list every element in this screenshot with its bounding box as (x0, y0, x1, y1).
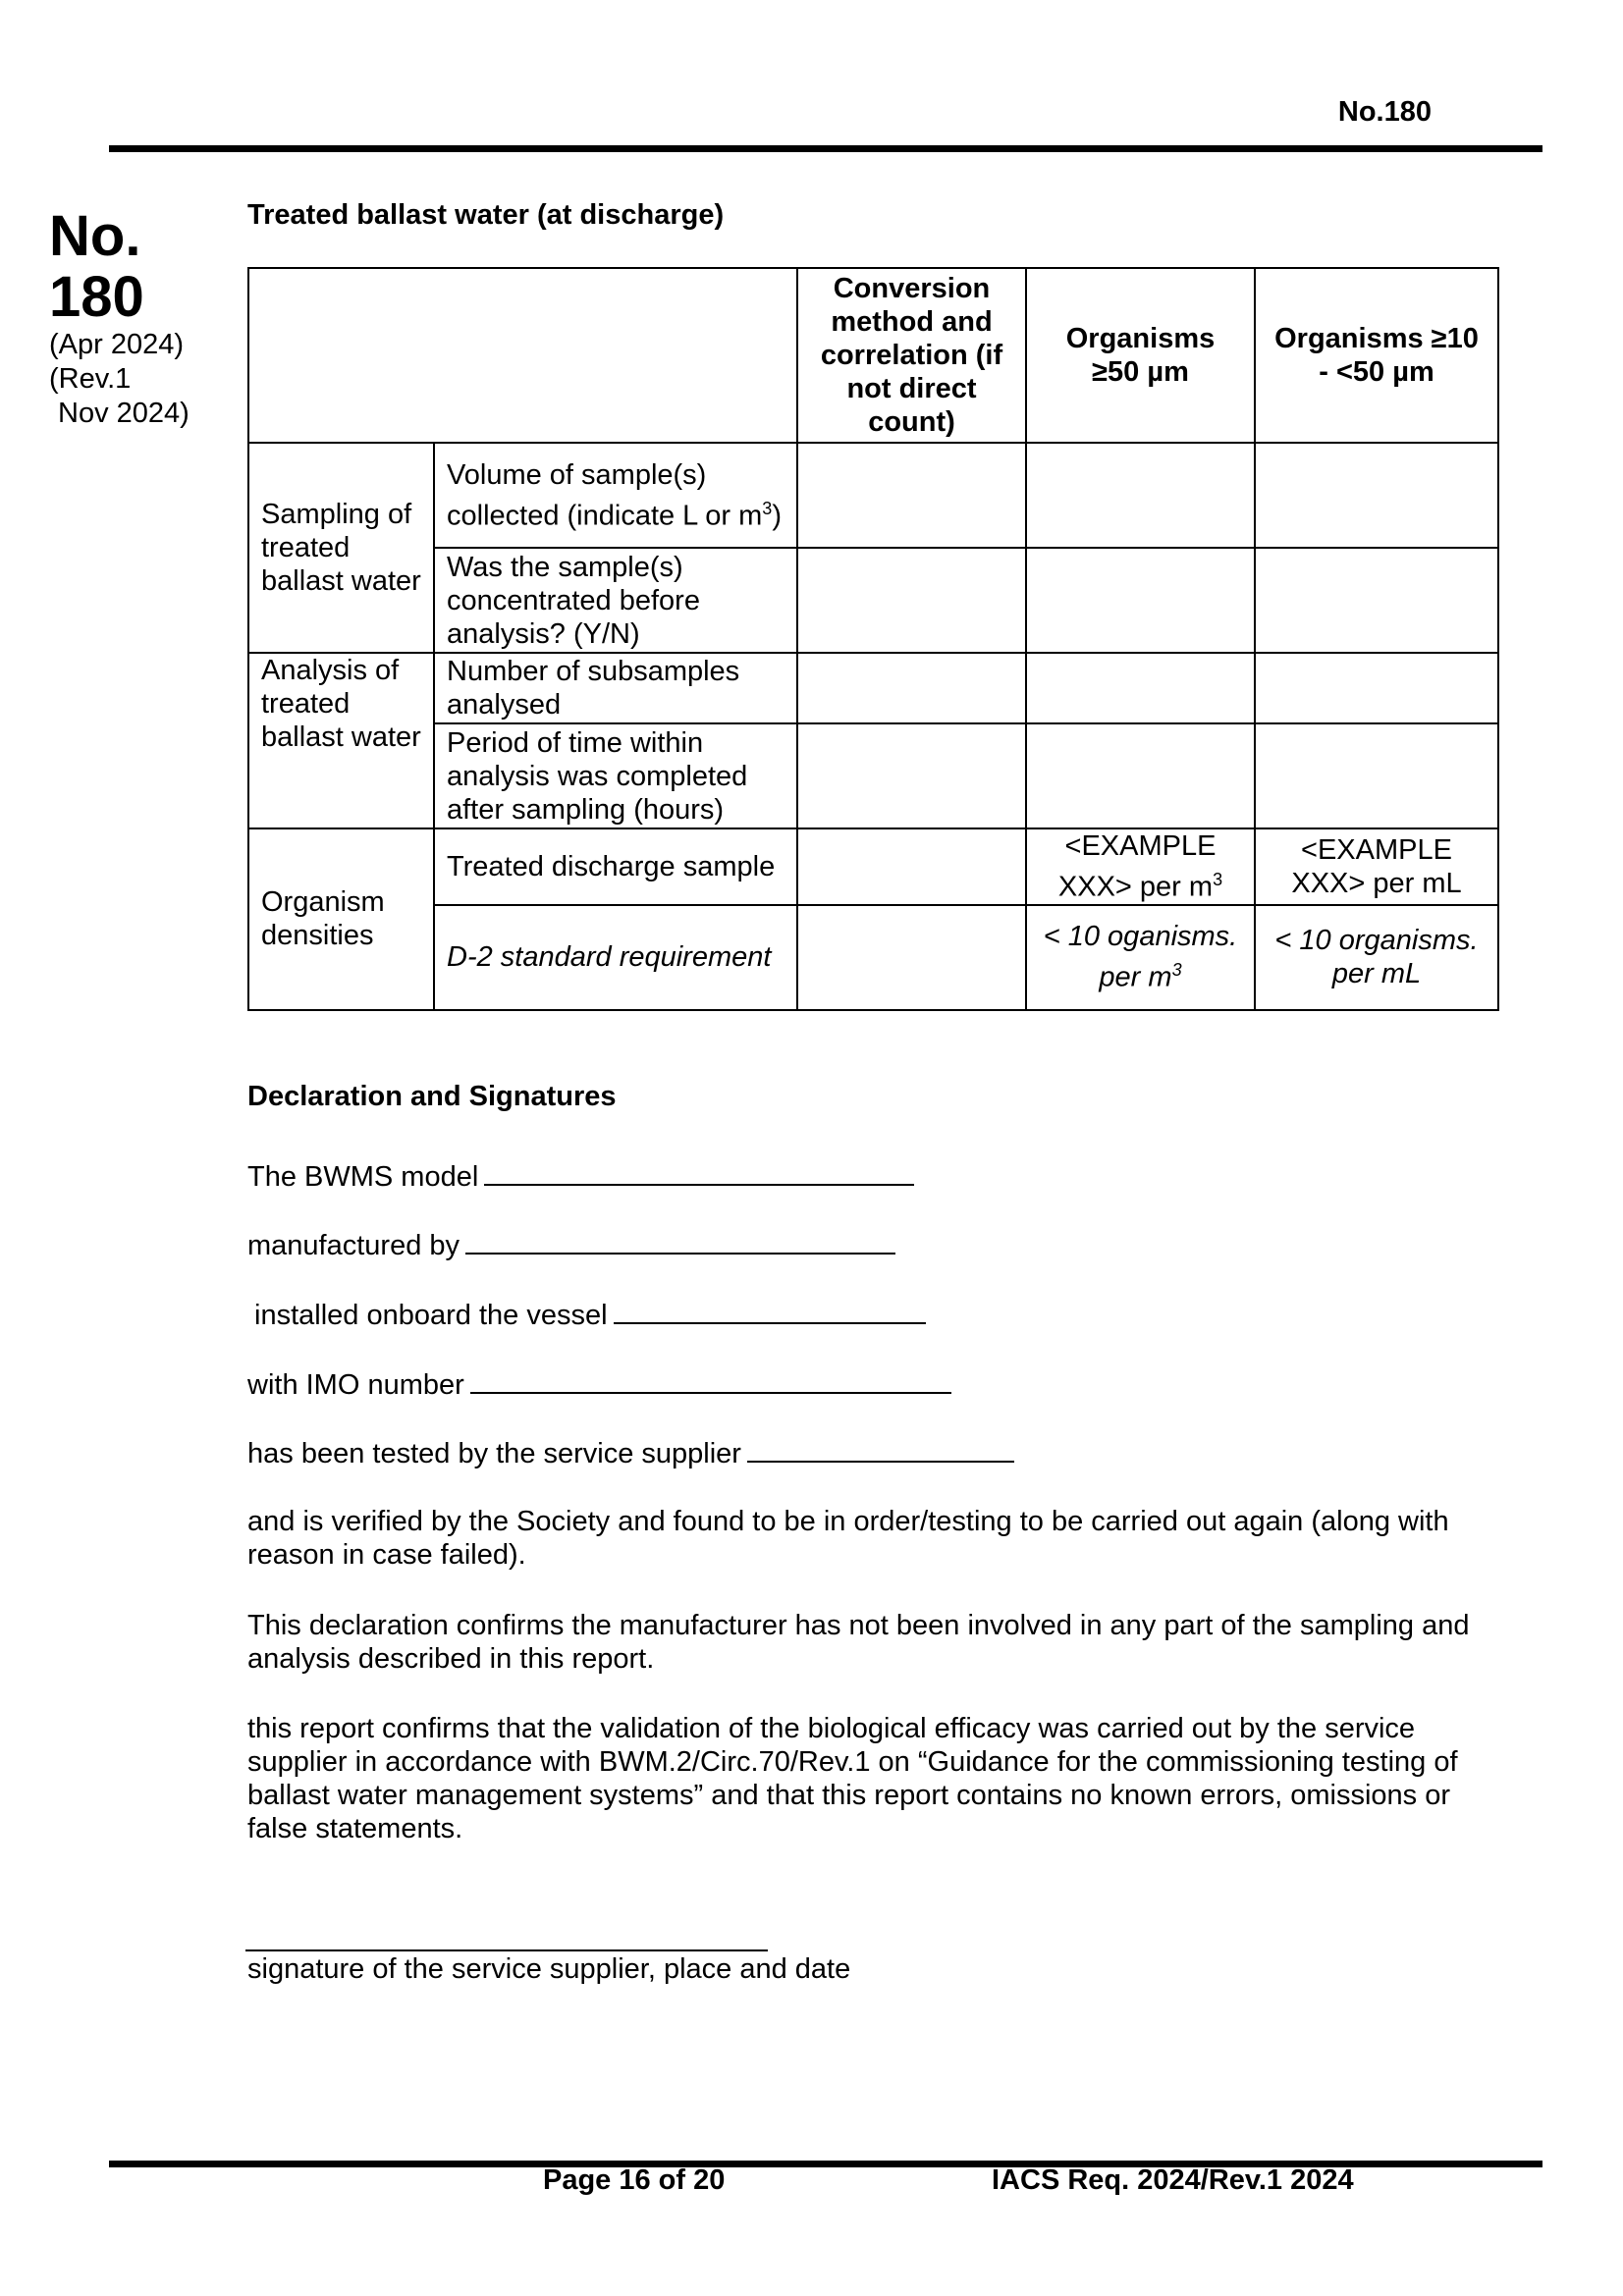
vessel-line (254, 1297, 926, 1332)
sidebar-label (49, 206, 226, 431)
row-concentrated: Was the sample(s) concentrated before analysis? (Y/N) (434, 548, 797, 653)
bwms-model-line (247, 1158, 914, 1194)
service-supplier-line (247, 1435, 1014, 1470)
sidebar-no-label: No. (49, 204, 141, 268)
imo-label: with IMO number (247, 1369, 464, 1401)
declaration-title: Declaration and Signatures (247, 1081, 617, 1112)
header-rule (109, 145, 1542, 152)
table-row (248, 723, 1498, 828)
cell-conversion (797, 548, 1026, 653)
vessel-field[interactable] (614, 1297, 926, 1324)
cell-org50 (1026, 653, 1255, 723)
page-number: Page 16 of 20 (543, 2164, 726, 2196)
table-row (248, 905, 1498, 1010)
cell-org10 (1255, 653, 1498, 723)
row-treated: Treated discharge sample (434, 828, 797, 905)
row-d2: D-2 standard requirement (434, 905, 797, 1010)
cell-conversion (797, 443, 1026, 548)
signature-field[interactable] (245, 1949, 768, 1951)
imo-field[interactable] (470, 1366, 951, 1394)
cell-org50 (1026, 723, 1255, 828)
table-header-row (248, 268, 1498, 443)
group-analysis: Analysis of treated ballast water (248, 653, 434, 828)
cell-d2-org50: < 10 oganisms. per $m^3$ (1026, 905, 1255, 1010)
group-sampling: Sampling of treated ballast water (248, 443, 434, 653)
row-volume: Volume of sample(s) collected (indicate L or $m^3$) (434, 443, 797, 548)
row-subsamples: Number of subsamples analysed (434, 653, 797, 723)
declaration-paragraph-2: This declaration confirms the manufacturer has not been involved in any part of the sampling and analysis described in this report. (247, 1610, 1470, 1675)
results-table (247, 267, 1499, 1011)
declaration-paragraph-3: this report confirms that the validation of the biological efficacy was carried out by the service supplier in accordance with BWM.2/Circ.70/Rev.1 on “Guidance for the commissioning testing of ballast water management systems” and that this report contains no known errors, omissions or false statements. (247, 1713, 1458, 1844)
header-empty-cell (248, 268, 797, 443)
cell-org50 (1026, 548, 1255, 653)
cell-conversion (797, 828, 1026, 905)
table-row (248, 653, 1498, 723)
table-row (248, 548, 1498, 653)
cell-org10 (1255, 723, 1498, 828)
vessel-label: installed onboard the vessel (254, 1300, 608, 1331)
imo-line (247, 1366, 951, 1402)
cell-conversion (797, 653, 1026, 723)
manufacturer-label: manufactured by (247, 1230, 460, 1261)
footer-reference: IACS Req. 2024/Rev.1 2024 (992, 2164, 1354, 2196)
cell-treated-org10: <EXAMPLE XXX> per mL (1255, 828, 1498, 905)
service-supplier-label: has been tested by the service supplier (247, 1438, 741, 1469)
bwms-model-field[interactable] (484, 1158, 914, 1186)
service-supplier-field[interactable] (747, 1435, 1014, 1463)
signature-caption: signature of the service supplier, place and date (247, 1953, 851, 1985)
header-conversion: Conversion method and correlation (if not direct count) (797, 268, 1026, 443)
row-period: Period of time within analysis was completed after sampling (hours) (434, 723, 797, 828)
declaration-paragraph-1: and is verified by the Society and found to be in order/testing to be carried out again (along with reason in case failed). (247, 1506, 1449, 1571)
sidebar-no-value: 180 (49, 265, 144, 329)
cell-treated-org50: <EXAMPLE XXX> per $m^3$ (1026, 828, 1255, 905)
cell-d2-org10: < 10 organisms. per mL (1255, 905, 1498, 1010)
sidebar-date-1: (Apr 2024) (49, 329, 185, 360)
cell-org10 (1255, 548, 1498, 653)
table-row (248, 443, 1498, 548)
cell-conversion (797, 723, 1026, 828)
document-number: No.180 (1337, 96, 1432, 128)
sidebar-date-3: Nov 2024) (58, 398, 189, 429)
table-row (248, 828, 1498, 905)
section-title: Treated ballast water (at discharge) (247, 199, 725, 231)
cell-org10 (1255, 443, 1498, 548)
cell-conversion (797, 905, 1026, 1010)
header-organisms-10: Organisms ≥10 - <50 µm (1255, 268, 1498, 443)
manufacturer-field[interactable] (465, 1227, 895, 1255)
header-organisms-50: Organisms ≥50 µm (1026, 268, 1255, 443)
cell-org50 (1026, 443, 1255, 548)
bwms-model-label: The BWMS model (247, 1161, 479, 1193)
sidebar-date-2: (Rev.1 (49, 363, 132, 395)
manufacturer-line (247, 1227, 895, 1262)
group-densities: Organism densities (248, 828, 434, 1010)
